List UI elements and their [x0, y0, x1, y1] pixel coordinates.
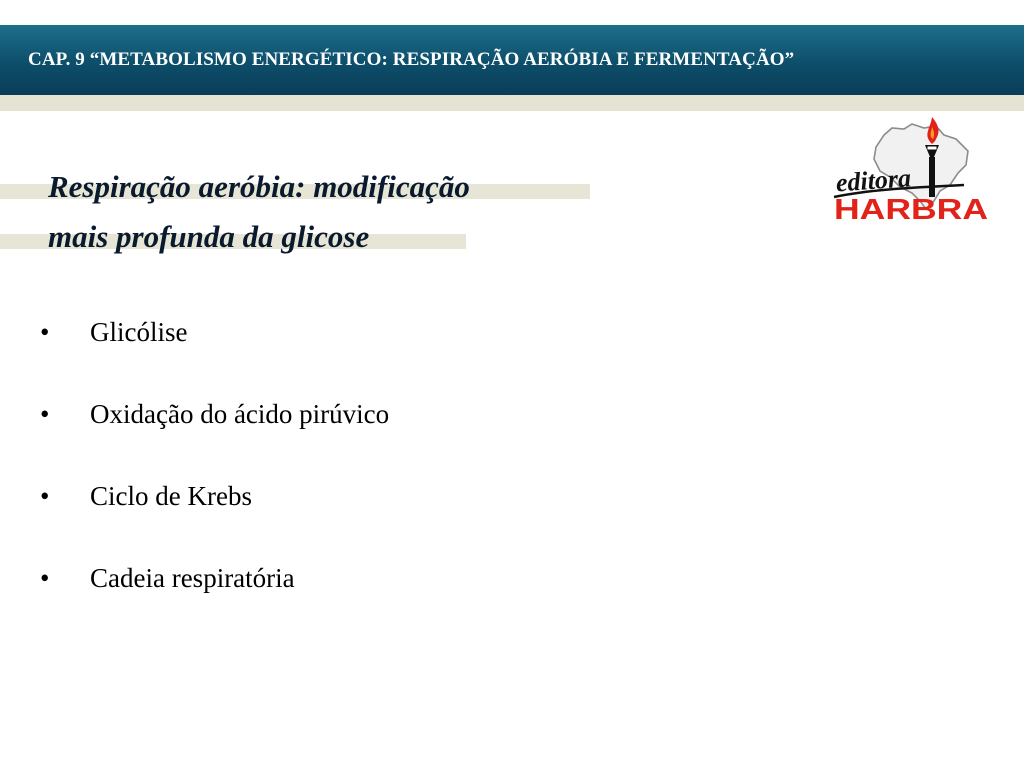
- logo-brand-text: HARBRA: [834, 194, 989, 225]
- bullet-item: [40, 558, 389, 640]
- bullet-dot: •: [40, 399, 50, 429]
- editora-harbra-logo: [832, 113, 992, 225]
- bullet-item: [40, 312, 389, 394]
- logo-script-text: editora: [834, 163, 912, 198]
- header-stripe: [0, 95, 1024, 111]
- slide-title: [48, 162, 470, 262]
- bullet-text: Cadeia respiratória: [90, 563, 295, 593]
- bullet-text: Ciclo de Krebs: [90, 481, 252, 511]
- bullet-dot: •: [40, 563, 50, 593]
- bullet-dot: •: [40, 317, 50, 347]
- slide-title-line-2: mais profunda da glicose: [48, 219, 370, 254]
- bullet-item: [40, 394, 389, 476]
- bullet-dot: •: [40, 481, 50, 511]
- slide-title-line-1: Respiração aeróbia: modificação: [48, 169, 470, 204]
- bullet-text: Glicólise: [90, 317, 188, 347]
- chapter-title: CAP. 9 “METABOLISMO ENERGÉTICO: RESPIRAÇÃO AERÓBIA E FERMENTAÇÃO”: [28, 49, 795, 70]
- bullet-item: [40, 476, 389, 558]
- bullet-list: [40, 312, 389, 640]
- bullet-text: Oxidação do ácido pirúvico: [90, 399, 390, 429]
